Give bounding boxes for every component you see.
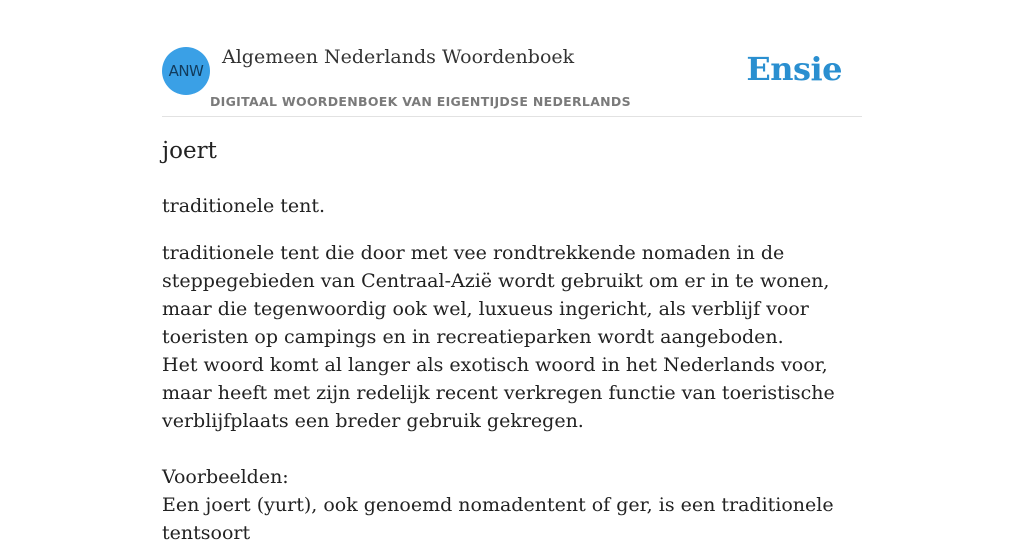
site-title[interactable]: Algemeen Nederlands Woordenboek (222, 46, 575, 68)
anw-logo[interactable]: ANW (162, 47, 210, 95)
headword: joert (162, 138, 217, 164)
ensie-brand-logo[interactable]: Ensie (746, 50, 842, 88)
site-subtitle: DIGITAAL WOORDENBOEK VAN EIGENTIJDSE NEDERLANDS (210, 94, 631, 109)
site-header (162, 0, 862, 117)
page (162, 0, 862, 544)
short-definition: traditionele tent. (162, 195, 326, 217)
definition-body: traditionele tent die door met vee rondtrekkende nomaden in de steppegebieden van Centraal-Azië wordt gebruikt om er in te wonen, maar die tegenwoordig ook wel, luxueus ingericht, als verblijf voor toeristen op campings en in recreatieparken wordt aangeboden. Het woord komt al langer als exotisch woord in het Nederlands voor, maar heeft met zijn redelijk recent verkregen functie van toeristische verblijfplaats een breder gebruik gekregen. Voorbeelden: Een joert (yurt), ook genoemd nomadentent of ger, is een traditionele tentsoort (162, 242, 835, 544)
